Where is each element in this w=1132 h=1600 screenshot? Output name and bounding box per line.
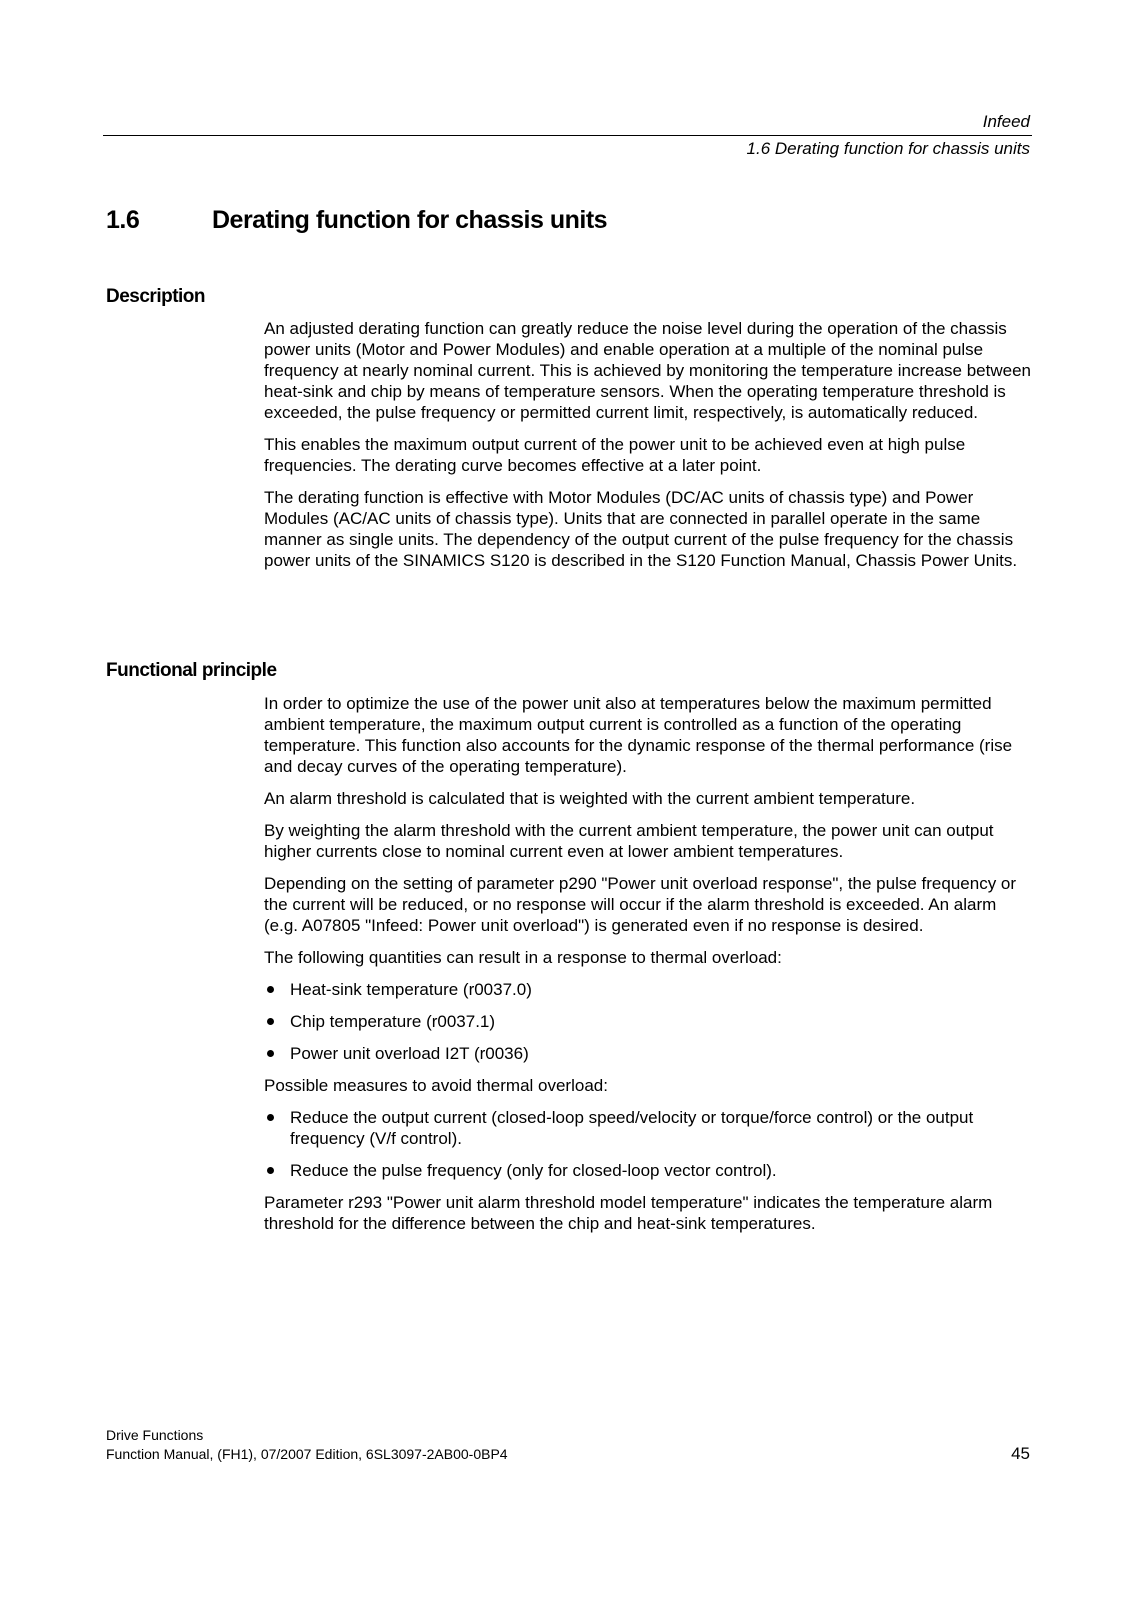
paragraph: An adjusted derating function can greatly reduce the noise level during the operation of the chassis power units (Motor and Power Modules) and enable operation at a multiple of the nominal pulse frequency at nearly nominal current. This is achieved by monitoring the temperature increase between heat-sink and chip by means of temperature sensors. When the operating temperature threshold is exceeded, the pulse frequency or permitted current limit, respectively, is automatically reduced.: [264, 319, 1031, 422]
overload-quantities-list: [264, 979, 1034, 1064]
description-body: [264, 318, 1034, 582]
page-number: 45: [1011, 1444, 1030, 1463]
paragraph: In order to optimize the use of the power unit also at temperatures below the maximum permitted ambient temperature, the maximum output current is controlled as a function of the operating temperature. This function also accounts for the dynamic response of the thermal performance (rise and decay curves of the operating temperature).: [264, 694, 1013, 776]
running-header-section: 1.6 Derating function for chassis units: [746, 139, 1030, 158]
paragraph: By weighting the alarm threshold with the current ambient temperature, the power unit can output higher currents close to nominal current even at lower ambient temperatures.: [264, 821, 994, 861]
paragraph: Depending on the setting of parameter p290 "Power unit overload response", the pulse frequency or the current will be reduced, or no response will occur if the alarm threshold is exceeded. An alarm (e.g. A07805 "Infeed: Power unit overload") is generated even if no response is desired.: [264, 874, 1017, 935]
paragraph: An alarm threshold is calculated that is weighted with the current ambient temperature.: [264, 789, 916, 808]
section-title: Derating function for chassis units: [212, 206, 608, 234]
paragraph: The following quantities can result in a response to thermal overload:: [264, 948, 782, 967]
list-item: Heat-sink temperature (r0037.0): [264, 979, 1034, 1000]
measures-list: [264, 1107, 1034, 1181]
footer-edition: Function Manual, (FH1), 07/2007 Edition, 6SL3097-2AB00-0BP4: [106, 1446, 508, 1462]
page-title: [106, 206, 607, 235]
description-heading: Description: [106, 286, 206, 307]
functional-principle-body: [264, 693, 1034, 1245]
paragraph: This enables the maximum output current of the power unit to be achieved even at high pulse frequencies. The derating curve becomes effective at a later point.: [264, 435, 966, 475]
paragraph: The derating function is effective with Motor Modules (DC/AC units of chassis type) and Power Modules (AC/AC units of chassis type). Units that are connected in parallel operate in the same manner as single units. The dependency of the output current of the pulse frequency for the chassis power units of the SINAMICS S120 is described in the S120 Function Manual, Chassis Power Units.: [264, 488, 1018, 570]
list-item: Chip temperature (r0037.1): [264, 1011, 1034, 1032]
paragraph: Possible measures to avoid thermal overload:: [264, 1076, 608, 1095]
header-rule: [103, 135, 1032, 136]
list-item: Power unit overload I2T (r0036): [264, 1043, 1034, 1064]
list-item: Reduce the output current (closed-loop speed/velocity or torque/force control) or the output frequency (V/f control).: [264, 1107, 1034, 1149]
footer-title: Drive Functions: [106, 1427, 204, 1443]
functional-principle-heading: Functional principle: [106, 660, 277, 681]
section-number: 1.6: [106, 206, 140, 234]
running-header-chapter: Infeed: [982, 112, 1030, 131]
paragraph: Parameter r293 "Power unit alarm threshold model temperature" indicates the temperature alarm threshold for the difference between the chip and heat-sink temperatures.: [264, 1193, 993, 1233]
list-item: Reduce the pulse frequency (only for closed-loop vector control).: [264, 1160, 1034, 1181]
